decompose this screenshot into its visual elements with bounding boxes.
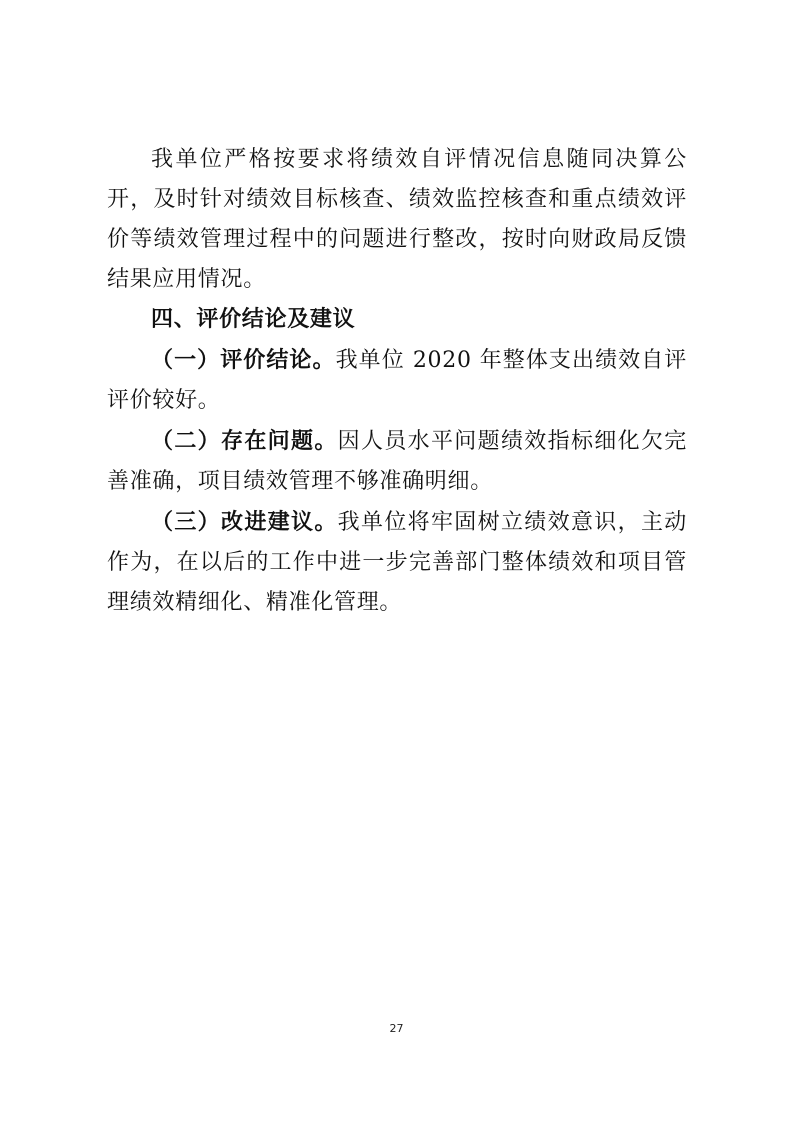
paragraph-text: 我单位将牢固树立绩效意识，主动作为，在以后的工作中进一步完善部门整体绩效和项目管理绩效精细化、精准化管理。 <box>107 510 687 615</box>
paragraph-text: 因人员水平问题绩效指标细化欠完善准确，项目绩效管理不够准确明细。 <box>107 429 687 494</box>
page-number: 27 <box>389 1022 404 1035</box>
paragraph-lead: （二）存在问题。 <box>151 428 338 454</box>
paragraph-lead: （一）评价结论。 <box>151 347 336 373</box>
section-heading <box>107 300 687 340</box>
body-text <box>107 140 687 623</box>
paragraph-conclusion <box>107 340 687 421</box>
section-heading-text: 四、评价结论及建议 <box>151 307 356 332</box>
paragraph-suggestions <box>107 502 687 623</box>
paragraph-disclosure <box>107 140 687 300</box>
paragraph-text: 我单位 2020 年整体支出绩效自评评价较好。 <box>107 348 687 413</box>
paragraph-problems <box>107 421 687 502</box>
paragraph-text: 我单位严格按要求将绩效自评情况信息随同决算公开，及时针对绩效目标核查、绩效监控核查和重点绩效评价等绩效管理过程中的问题进行整改，按时向财政局反馈结果应用情况。 <box>107 147 687 292</box>
paragraph-lead: （三）改进建议。 <box>151 509 338 535</box>
